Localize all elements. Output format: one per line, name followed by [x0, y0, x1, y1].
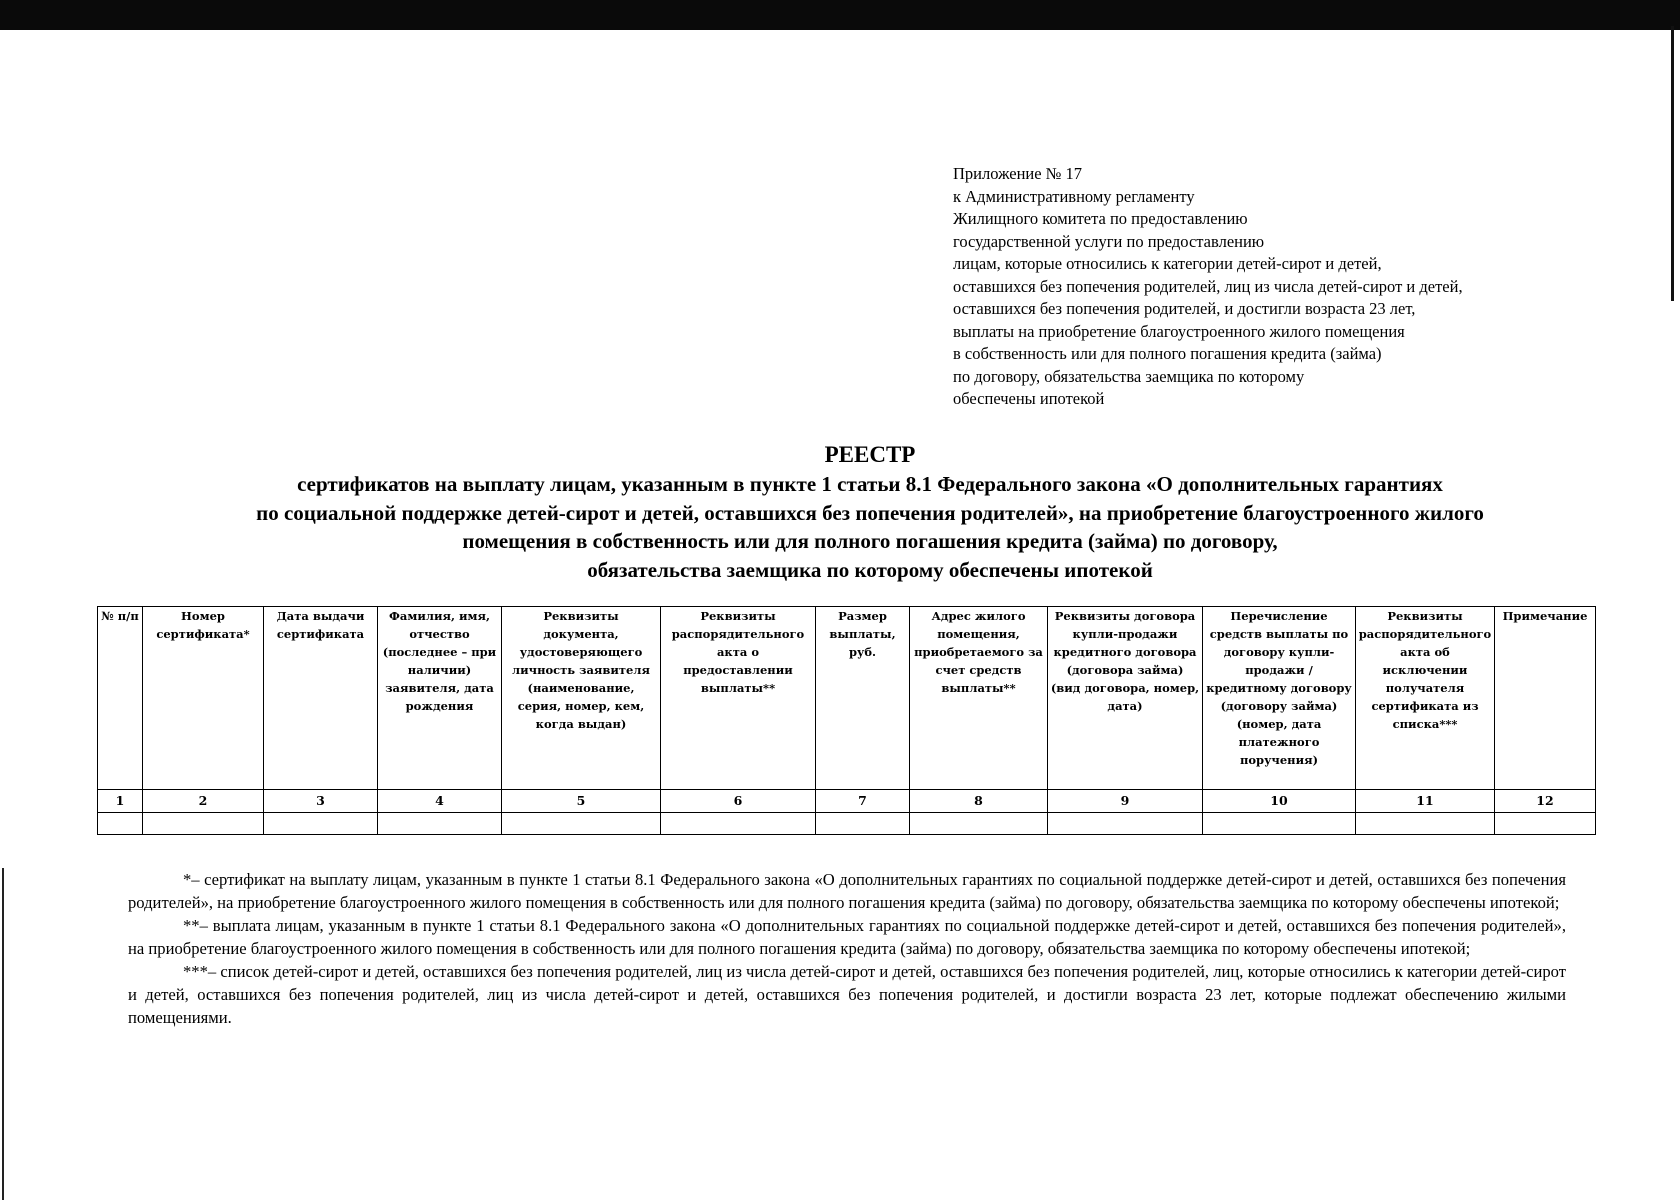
empty-cell: [1048, 813, 1203, 835]
scan-left-edge-mark: [2, 868, 4, 1200]
appendix-line: государственной услуги по предоставлению: [953, 231, 1265, 251]
column-number-cell: 10: [1203, 790, 1356, 813]
column-number-cell: 8: [910, 790, 1048, 813]
appendix-line: выплаты на приобретение благоустроенного жилого помещения: [953, 321, 1405, 341]
col-header-fund-transfer: Перечисление средств выплаты по договору купли-продажи / кредитному договору (договору займа) (номер, дата платежного поручения): [1203, 607, 1356, 790]
col-header-number: № п/п: [98, 607, 143, 790]
footnote-payment: **– выплата лицам, указанным в пункте 1 статьи 8.1 Федерального закона «О дополнительных гарантиях по социальной поддержке детей-сирот и детей, оставшихся без попечения родителей», на приобретение благоустроенного жилого помещения в собственность или для полного погашения кредита (займа) по договору, обязательства заемщика по которому обеспечены ипотекой;: [128, 916, 1566, 958]
col-header-payment-amount: Размер выплаты, руб.: [816, 607, 910, 790]
appendix-line: Приложение № 17: [953, 164, 1083, 183]
empty-cell: [661, 813, 816, 835]
appendix-line: оставшихся без попечения родителей, лиц из числа детей-сирот и детей,: [953, 276, 1463, 296]
appendix-line: в собственность или для полного погашения кредита (займа): [953, 344, 1382, 363]
appendix-line: к Административному регламенту: [953, 186, 1195, 206]
column-number-cell: 11: [1356, 790, 1495, 813]
col-header-applicant-name: Фамилия, имя, отчество (последнее – при наличии) заявителя, дата рождения: [378, 607, 502, 790]
scan-right-edge-mark: [1671, 26, 1674, 301]
col-header-issue-date: Дата выдачи сертификата: [264, 607, 378, 790]
registry-table: [97, 606, 1596, 835]
column-number-cell: 7: [816, 790, 910, 813]
table-row: [98, 813, 1596, 835]
appendix-line: оставшихся без попечения родителей, и достигли возраста 23 лет,: [953, 299, 1416, 318]
column-number-cell: 6: [661, 790, 816, 813]
column-number-cell: 12: [1495, 790, 1596, 813]
footnote-list: ***– список детей-сирот и детей, оставшихся без попечения родителей, лиц из числа детей-сирот и детей, оставшихся без попечения родителей, лиц, которые относились к категории детей-сирот и детей, оставшихся без попечения родителей, лиц из числа детей-сирот и детей, оставшихся без попечения родителей, и достигли возраста 23 лет, которые подлежат обеспечению жилыми помещениями.: [128, 962, 1566, 1027]
column-number-row: [98, 790, 1596, 813]
col-header-payment-act: Реквизиты распорядительного акта о предоставлении выплаты**: [661, 607, 816, 790]
subtitle-line: помещения в собственность или для полного погашения кредита (займа) по договору,: [462, 529, 1278, 553]
col-header-contract-details: Реквизиты договора купли-продажи кредитного договора (договора займа) (вид договора, номер, дата): [1048, 607, 1203, 790]
empty-cell: [502, 813, 661, 835]
empty-cell: [98, 813, 143, 835]
document-title: РЕЕСТР: [824, 442, 916, 467]
appendix-note: [953, 163, 1653, 411]
footnotes: [128, 868, 1566, 1029]
col-header-identity-document: Реквизиты документа, удостоверяющего личность заявителя (наименование, серия, номер, кем, когда выдан): [502, 607, 661, 790]
column-number-cell: 2: [143, 790, 264, 813]
empty-cell: [1203, 813, 1356, 835]
footnote-certificate: *– сертификат на выплату лицам, указанным в пункте 1 статьи 8.1 Федерального закона «О дополнительных гарантиях по социальной поддержке детей-сирот и детей, оставшихся без попечения родителей», на приобретение благоустроенного жилого помещения в собственность или для полного погашения кредита (займа) по договору, обязательства заемщика по которому обеспечены ипотекой;: [128, 870, 1566, 912]
empty-cell: [1356, 813, 1495, 835]
appendix-line: обеспечены ипотекой: [953, 389, 1105, 408]
column-number-cell: 4: [378, 790, 502, 813]
col-header-housing-address: Адрес жилого помещения, приобретаемого за счет средств выплаты**: [910, 607, 1048, 790]
col-header-certificate-number: Номер сертификата*: [143, 607, 264, 790]
empty-cell: [1495, 813, 1596, 835]
column-number-cell: 1: [98, 790, 143, 813]
column-number-cell: 3: [264, 790, 378, 813]
empty-cell: [910, 813, 1048, 835]
scan-top-border: [0, 0, 1680, 30]
appendix-line: по договору, обязательства заемщика по которому: [953, 366, 1305, 386]
col-header-note: Примечание: [1495, 607, 1596, 790]
column-number-cell: 5: [502, 790, 661, 813]
column-number-cell: 9: [1048, 790, 1203, 813]
document-subtitle: [100, 470, 1640, 584]
empty-cell: [143, 813, 264, 835]
appendix-line: Жилищного комитета по предоставлению: [953, 209, 1248, 228]
subtitle-line: по социальной поддержке детей-сирот и детей, оставшихся без попечения родителей», на приобретение благоустроенного жилого: [256, 500, 1484, 525]
subtitle-line: сертификатов на выплату лицам, указанным в пункте 1 статьи 8.1 Федерального закона «О дополнительных гарантиях: [297, 472, 1443, 496]
empty-cell: [378, 813, 502, 835]
table-header-row: [98, 607, 1596, 790]
col-header-exclusion-act: Реквизиты распорядительного акта об исключении получателя сертификата из списка***: [1356, 607, 1495, 790]
empty-cell: [264, 813, 378, 835]
appendix-line: лицам, которые относились к категории детей-сирот и детей,: [953, 254, 1382, 273]
empty-cell: [816, 813, 910, 835]
subtitle-line: обязательства заемщика по которому обеспечены ипотекой: [587, 557, 1153, 582]
